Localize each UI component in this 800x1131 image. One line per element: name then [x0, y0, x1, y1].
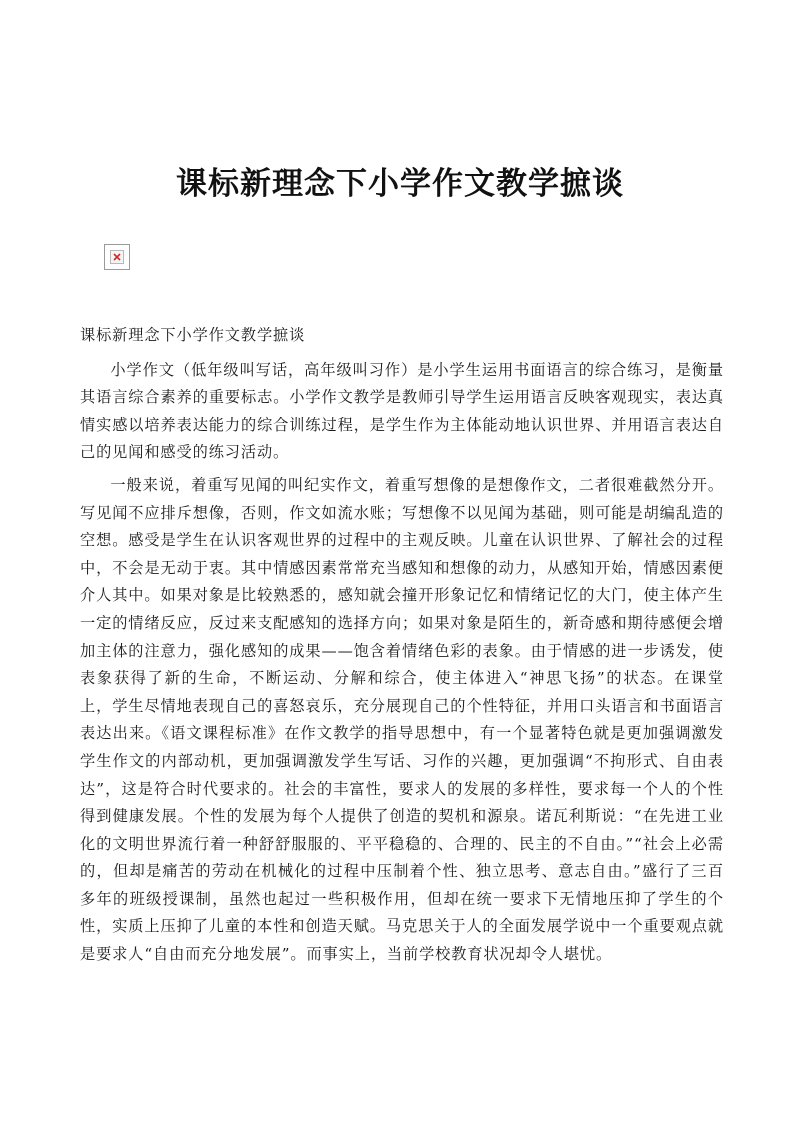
document-subtitle: 课标新理念下小学作文教学摭谈 [80, 326, 306, 344]
document-body [80, 322, 724, 969]
image-placeholder-frame [110, 250, 124, 264]
red-x-mark [113, 253, 121, 261]
document-title: 课标新理念下小学作文教学摭谈 [176, 166, 624, 202]
paragraph-2: 一般来说，着重写见闻的叫纪实作文，着重写想像的是想像作文，二者很难截然分开。写见闻不应排斥想像，否则，作文如流水账；写想像不以见闻为基础，则可能是胡编乱造的空想。感受是学生在认识客观世界的过程中的主观反映。儿童在认识世界、了解社会的过程中，不会是无动于衷。其中情感因素常常充当感知和想像的动力，从感知开始，情感因素便介人其中。如果对象是比较熟悉的，感知就会撞开形象记忆和情绪记忆的大门，使主体产生一定的情绪反应，反过来支配感知的选择方向；如果对象是陌生的，新奇感和期待感便会增加主体的注意力，强化感知的成果——饱含着情绪色彩的表象。由于情感的进一步诱发，使表象获得了新的生命，不断运动、分解和综合，使主体进入“神思飞扬”的状态。在课堂上，学生尽情地表现自己的喜怒哀乐，充分展现自己的个性特征，并用口头语言和书面语言表达出来。《语文课程标准》在作文教学的指导思想中，有一个显著特色就是更加强调激发学生作文的内部动机，更加强调激发学生写话、习作的兴趣，更加强调“不拘形式、自由表达”，这是符合时代要求的。社会的丰富性，要求人的发展的多样性，要求每一个人的个性得到健康发展。个性的发展为每个人提供了创造的契机和源泉。诺瓦利斯说：“在先进工业化的文明世界流行着一种舒舒服服的、平平稳稳的、合理的、民主的不自由。”“社会上必需的，但却是痛苦的劳动在机械化的过程中压制着个性、独立思考、意志自由。”盛行了三百多年的班级授课制，虽然也起过一些积极作用，但却在统一要求下无情地压抑了学生的个性，实质上压抑了儿童的本性和创造天赋。马克思关于人的全面发展学说中一个重要观点就是要求人“自由而充分地发展”。而事实上，当前学校教育状况却令人堪忧。 [80, 475, 724, 964]
paragraph-1: 小学作文（低年级叫写话，高年级叫习作）是小学生运用书面语言的综合练习，是衡量其语言综合素养的重要标志。小学作文教学是教师引导学生运用语言反映客观现实，表达真情实感以培养表达能力的综合训练过程，是学生作为主体能动地认识世界、并用语言表达自己的见闻和感受的练习活动。 [80, 360, 724, 462]
broken-image-icon [104, 244, 130, 270]
